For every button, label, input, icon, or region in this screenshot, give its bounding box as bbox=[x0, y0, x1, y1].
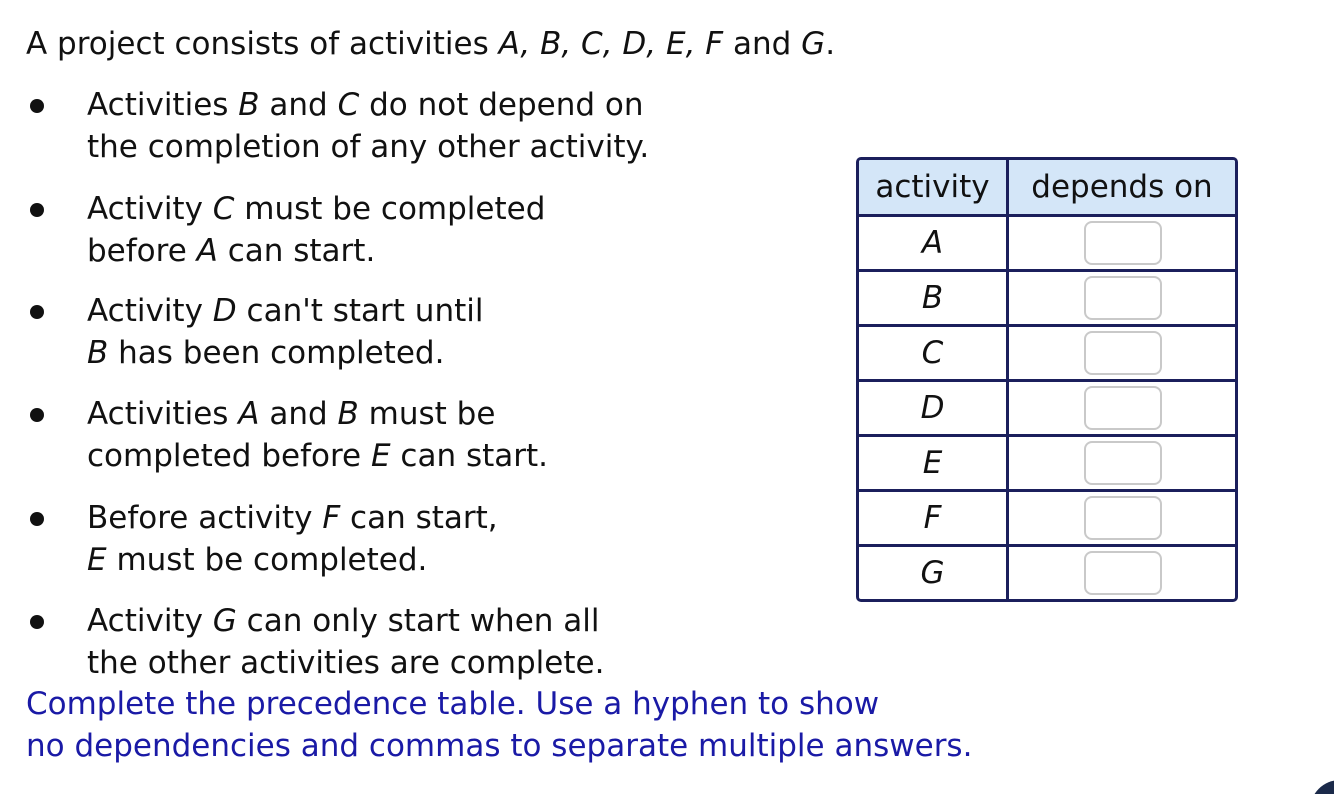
bullet-text: completed before bbox=[87, 438, 371, 474]
bullet-text: can start, bbox=[340, 500, 498, 536]
depends-on-cell bbox=[1009, 272, 1235, 324]
bullet-text: Activity bbox=[87, 191, 213, 227]
depends-on-cell bbox=[1009, 217, 1235, 269]
depends-on-input-f[interactable] bbox=[1084, 496, 1162, 540]
bullet-line-1 bbox=[87, 290, 483, 332]
depends-on-cell bbox=[1009, 547, 1235, 599]
table-row bbox=[859, 214, 1235, 269]
table-row bbox=[859, 544, 1235, 599]
depends-on-cell bbox=[1009, 492, 1235, 544]
bullet-activity: F bbox=[322, 500, 341, 536]
bullet-activity: B bbox=[337, 396, 359, 432]
instructions-line-1: Complete the precedence table. Use a hyphen to show bbox=[26, 686, 880, 722]
activity-label: A bbox=[859, 217, 1009, 269]
bullet-activity: C bbox=[337, 87, 360, 123]
bullet-line-2 bbox=[87, 126, 649, 168]
bullet-text: can only start when all bbox=[236, 603, 600, 639]
table-row bbox=[859, 489, 1235, 544]
bullet-dot-icon bbox=[30, 305, 44, 319]
bullet-text: and bbox=[259, 396, 338, 432]
bullet-line-1 bbox=[87, 497, 498, 539]
intro-text: A project consists of activities bbox=[26, 26, 499, 62]
depends-on-cell bbox=[1009, 382, 1235, 434]
instructions-line-2: no dependencies and commas to separate multiple answers. bbox=[26, 728, 973, 764]
bullet-activity: A bbox=[238, 396, 260, 432]
bullet-line-2 bbox=[87, 332, 483, 374]
depends-on-input-b[interactable] bbox=[1084, 276, 1162, 320]
instructions-text bbox=[26, 683, 972, 767]
activity-label: E bbox=[859, 437, 1009, 489]
intro-activities-list: A, B, C, D, E, F bbox=[498, 26, 724, 62]
bullet-activity: D bbox=[212, 293, 237, 329]
bullet-text: can start. bbox=[217, 233, 376, 269]
bullet-text: do not depend on bbox=[359, 87, 644, 123]
bullet-text: has been completed. bbox=[108, 335, 445, 371]
bullet-activity: E bbox=[87, 542, 107, 578]
activity-label: B bbox=[859, 272, 1009, 324]
intro-and-word: and bbox=[723, 26, 802, 62]
depends-on-input-d[interactable] bbox=[1084, 386, 1162, 430]
table-row bbox=[859, 324, 1235, 379]
bullet-line-2 bbox=[87, 435, 548, 477]
precedence-table bbox=[856, 157, 1238, 602]
bullet-text: Before activity bbox=[87, 500, 323, 536]
header-depends-on: depends on bbox=[1031, 169, 1213, 205]
bullet-dot-icon bbox=[30, 615, 44, 629]
table-header-row bbox=[859, 160, 1235, 214]
bullet-dot-icon bbox=[30, 99, 44, 113]
bullet-text: must be bbox=[358, 396, 496, 432]
bullet-dot-icon bbox=[30, 408, 44, 422]
bullet-text: Activity bbox=[87, 603, 213, 639]
depends-on-input-g[interactable] bbox=[1084, 551, 1162, 595]
depends-on-cell bbox=[1009, 437, 1235, 489]
bullet-text: must be completed. bbox=[106, 542, 428, 578]
bullet-text: Activity bbox=[87, 293, 213, 329]
bullet-activity: B bbox=[87, 335, 109, 371]
activity-label: C bbox=[859, 327, 1009, 379]
corner-button[interactable] bbox=[1310, 780, 1334, 794]
bullet-line-1 bbox=[87, 393, 548, 435]
intro-period: . bbox=[825, 26, 836, 62]
header-activity: activity bbox=[859, 160, 1009, 214]
bullet-text: the other activities are complete. bbox=[87, 645, 605, 681]
bullet-text: and bbox=[259, 87, 338, 123]
table-row bbox=[859, 434, 1235, 489]
bullet-text: can start. bbox=[390, 438, 548, 474]
intro-last-activity: G bbox=[801, 26, 826, 62]
bullet-dot-icon bbox=[30, 512, 44, 526]
bullet-line-2 bbox=[87, 642, 604, 684]
bullet-text: Activities bbox=[87, 396, 239, 432]
bullet-activity: E bbox=[370, 438, 391, 474]
bullet-activity: A bbox=[196, 233, 218, 269]
bullet-line-1 bbox=[87, 600, 604, 642]
bullet-activity: C bbox=[212, 191, 235, 227]
depends-on-input-a[interactable] bbox=[1084, 221, 1162, 265]
depends-on-input-c[interactable] bbox=[1084, 331, 1162, 375]
depends-on-cell bbox=[1009, 327, 1235, 379]
table-row bbox=[859, 269, 1235, 324]
activity-label: F bbox=[859, 492, 1009, 544]
bullet-activity: G bbox=[212, 603, 237, 639]
activity-label: D bbox=[859, 382, 1009, 434]
bullet-line-1 bbox=[87, 188, 545, 230]
bullet-activity: B bbox=[238, 87, 260, 123]
question-intro bbox=[26, 22, 835, 66]
bullet-line-2 bbox=[87, 230, 545, 272]
bullet-text: can't start until bbox=[236, 293, 484, 329]
bullet-text: before bbox=[87, 233, 197, 269]
bullet-text: Activities bbox=[87, 87, 239, 123]
bullet-text: the completion of any other activity. bbox=[87, 129, 650, 165]
activity-label: G bbox=[859, 547, 1009, 599]
bullet-line-1 bbox=[87, 84, 649, 126]
depends-on-input-e[interactable] bbox=[1084, 441, 1162, 485]
bullet-dot-icon bbox=[30, 203, 44, 217]
bullet-text: must be completed bbox=[234, 191, 546, 227]
table-row bbox=[859, 379, 1235, 434]
bullet-line-2 bbox=[87, 539, 498, 581]
